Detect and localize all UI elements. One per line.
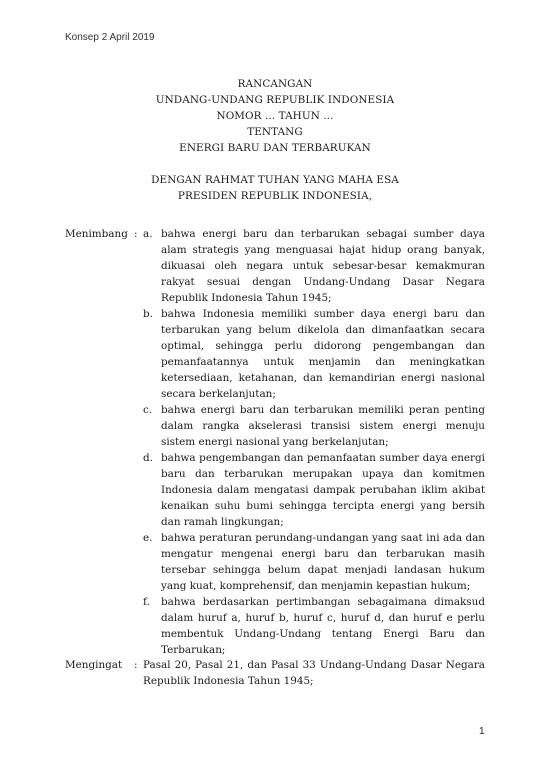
- preamble-line: DENGAN RAHMAT TUHAN YANG MAHA ESA: [151, 174, 399, 186]
- title-line: ENERGI BARU DAN TERBARUKAN: [179, 142, 371, 154]
- mengingat-colon: :: [134, 659, 138, 671]
- draft-date-note: Konsep 2 April 2019: [65, 32, 155, 43]
- title-line: UNDANG-UNDANG REPUBLIK INDONESIA: [155, 94, 395, 106]
- item-text: bahwa energi baru dan terbarukan memiliki peran penting dalam rangka akselerasi transisi sistem energi menuju sistem energi nasional yang berkelanjutan;: [161, 404, 485, 448]
- item-text: bahwa energi baru dan terbarukan sebagai sumber daya alam strategis yang menguasai hajat hidup orang banyak, dikuasai oleh negara untuk sebesar-besar kemakmuran rakyat sesuai dengan Undang-Undang Dasar Negara Republik Indonesia Tahun 1945;: [161, 228, 485, 304]
- menimbang-label: Menimbang: [65, 228, 128, 240]
- title-line: TENTANG: [247, 126, 303, 138]
- item-text: bahwa berdasarkan pertimbangan sebagaimana dimaksud dalam huruf a, huruf b, huruf c, huruf d, dan huruf e perlu membentuk Undang-Undang tentang Energi Baru dan Terbarukan;: [161, 596, 485, 656]
- item-letter: d.: [143, 452, 153, 464]
- item-text: bahwa pengembangan dan pemanfaatan sumber daya energi baru dan terbarukan merupakan upaya dan komitmen Indonesia dalam mengatasi dampak perubahan iklim akibat kenaikan suhu bumi sehingga tercipta energi yang bersih dan ramah lingkungan;: [161, 452, 485, 528]
- mengingat-label: Mengingat: [65, 659, 123, 671]
- preamble-line: PRESIDEN REPUBLIK INDONESIA,: [177, 190, 373, 202]
- item-letter: f.: [143, 596, 150, 608]
- item-letter: b.: [143, 308, 153, 320]
- mengingat-text: Pasal 20, Pasal 21, dan Pasal 33 Undang-Undang Dasar Negara Republik Indonesia Tahun 1945;: [143, 659, 485, 687]
- title-line: NOMOR ... TAHUN ...: [216, 110, 334, 122]
- title-line: RANCANGAN: [237, 78, 313, 90]
- list-item: [143, 402, 485, 450]
- list-item: [143, 450, 485, 530]
- item-text: bahwa Indonesia memiliki sumber daya energi baru dan terbarukan yang belum dikelola dan dimanfaatkan secara optimal, sehingga perlu didorong pengembangan dan pemanfaatannya untuk menjamin dan meningkatkan ketersediaan, ketahanan, dan kemandirian energi nasional secara berkelanjutan;: [161, 308, 485, 400]
- page-number: 1: [479, 726, 485, 737]
- list-item: [143, 594, 485, 658]
- list-item: [143, 530, 485, 594]
- item-letter: e.: [143, 532, 153, 544]
- list-item: [143, 306, 485, 402]
- menimbang-list: [143, 226, 485, 658]
- list-item: [143, 226, 485, 306]
- menimbang-colon: :: [134, 228, 138, 240]
- title-block: [0, 76, 550, 204]
- item-letter: a.: [143, 228, 153, 240]
- item-text: bahwa peraturan perundang-undangan yang saat ini ada dan mengatur mengenai energi baru dan terbarukan masih tersebar sehingga belum dapat menjadi landasan hukum yang kuat, komprehensif, dan menjamin kepastian hukum;: [161, 532, 485, 592]
- item-letter: c.: [143, 404, 153, 416]
